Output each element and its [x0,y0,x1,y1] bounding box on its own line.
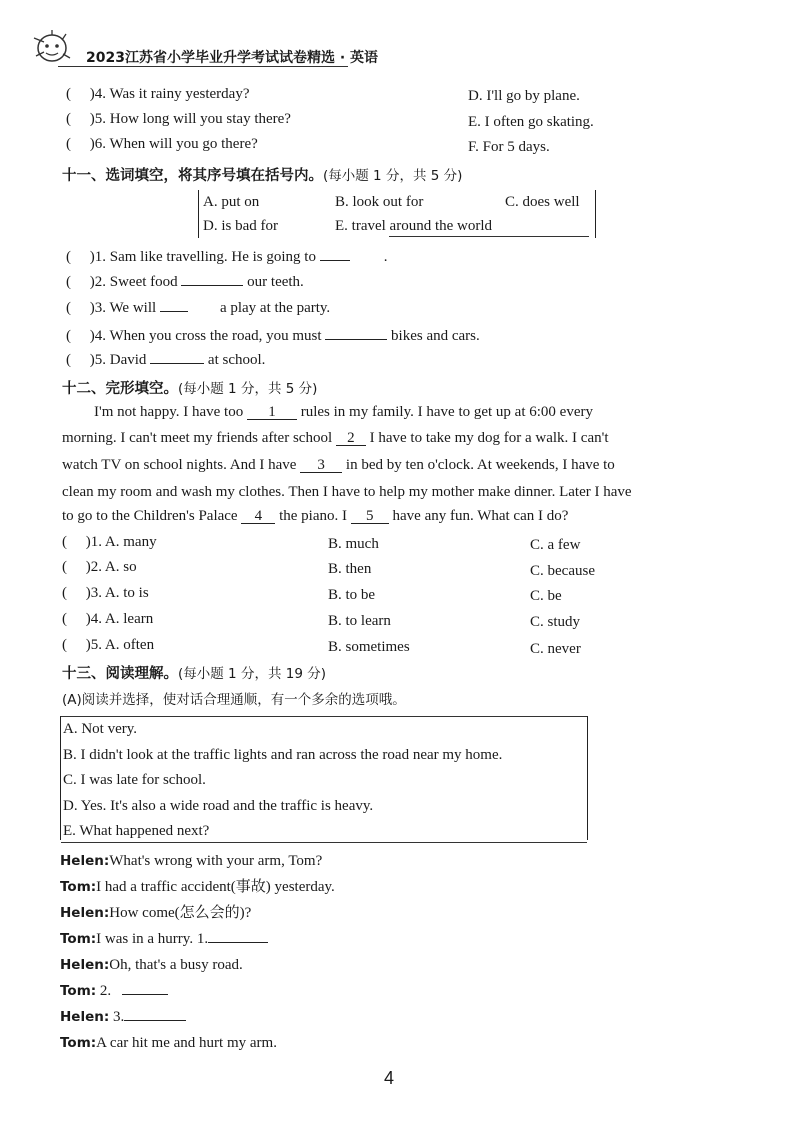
sec11-q1: ( )1. Sam like travelling. He is going to . [66,249,388,265]
top-item-4: ( )4. Was it rainy yesterday? [66,86,250,102]
cloze-choice-1b: B. much [328,536,379,552]
word-b: B. look out for [335,194,424,210]
cloze-choice-2: ( )2. A. so [62,559,137,575]
word-box [198,190,596,238]
cloze-choice-2c: C. because [530,563,595,579]
cloze-choice-5b: B. sometimes [328,639,410,655]
cloze-choice-4: ( )4. A. learn [62,611,154,627]
dialogue-option-a: A. Not very. [63,721,138,737]
top-item-6: ( )6. When will you go there? [66,136,258,152]
dialogue-line-6: Tom: 2. [60,982,168,1000]
cloze-choice-1c: C. a few [530,537,581,553]
sec11-q2: ( )2. Sweet food our teeth. [66,274,304,290]
header-rule [58,66,348,67]
dialogue-option-c: C. I was late for school. [63,772,206,788]
dialogue-line-4: Tom:I was in a hurry. 1. [60,930,268,948]
cloze-choice-2b: B. then [328,561,372,577]
word-e: E. travel around the world [335,218,493,234]
page-number: 4 [384,1068,395,1088]
section-12-title: 十二、完形填空。(每小题 1 分，共 5 分) [62,381,318,397]
cloze-line-2: morning. I can't meet my friends after school 2 I have to take my dog for a walk. I can't [62,430,609,446]
top-option-e: E. I often go skating. [468,114,594,130]
section-11-title: 十一、选词填空，将其序号填在括号内。(每小题 1 分，共 5 分) [62,168,463,184]
cloze-choice-5: ( )5. A. often [62,637,155,653]
sec11-q3: ( )3. We will a play at the party. [66,300,331,316]
cloze-line-3: watch TV on school nights. And I have 3 in bed by ten o'clock. At weekends, I have to [62,457,615,473]
dialogue-option-d: D. Yes. It's also a wide road and the traffic is heavy. [63,798,374,814]
section-13-subtitle: (A)阅读并选择，使对话合理通顺，有一个多余的选项哦。 [62,692,406,708]
header-logo [30,28,78,70]
dialogue-line-8: Tom:A car hit me and hurt my arm. [60,1035,277,1051]
cloze-choice-3c: C. be [530,588,562,604]
sec11-q5: ( )5. David at school. [66,352,266,368]
sec11-q4: ( )4. When you cross the road, you must bikes and cars. [66,328,480,344]
dialogue-line-2: Tom:I had a traffic accident(事故) yesterday. [60,879,335,895]
cloze-choice-1: ( )1. A. many [62,534,157,550]
cloze-choice-3: ( )3. A. to is [62,585,149,601]
dialogue-line-1: Helen:What's wrong with your arm, Tom? [60,853,323,869]
dialogue-option-e: E. What happened next? [63,823,210,839]
top-item-5: ( )5. How long will you stay there? [66,111,291,127]
word-d: D. is bad for [203,218,278,234]
word-c: C. does well [505,194,580,210]
header-title: 2023江苏省小学毕业升学考试试卷精选 · 英语 [86,50,379,66]
cloze-line-1: I'm not happy. I have too 1 rules in my family. I have to get up at 6:00 every [94,404,593,420]
cloze-choice-4c: C. study [530,614,581,630]
cloze-choice-4b: B. to learn [328,613,391,629]
dialogue-line-5: Helen:Oh, that's a busy road. [60,957,243,973]
dialogue-line-7: Helen: 3. [60,1008,186,1026]
dialogue-line-3: Helen:How come(怎么会的)? [60,905,252,921]
top-option-d: D. I'll go by plane. [468,88,580,104]
dialogue-options-box [60,716,588,840]
dialogue-option-b: B. I didn't look at the traffic lights and ran across the road near my home. [63,747,503,763]
cloze-line-5: to go to the Children's Palace 4 the piano. I 5 have any fun. What can I do? [62,508,569,524]
cloze-choice-3b: B. to be [328,587,376,603]
cloze-line-4: clean my room and wash my clothes. Then I have to help my mother make dinner. Later I have [62,484,632,500]
top-option-f: F. For 5 days. [468,139,550,155]
word-a: A. put on [203,194,260,210]
section-13-title: 十三、阅读理解。(每小题 1 分，共 19 分) [62,666,326,682]
cloze-choice-5c: C. never [530,641,581,657]
